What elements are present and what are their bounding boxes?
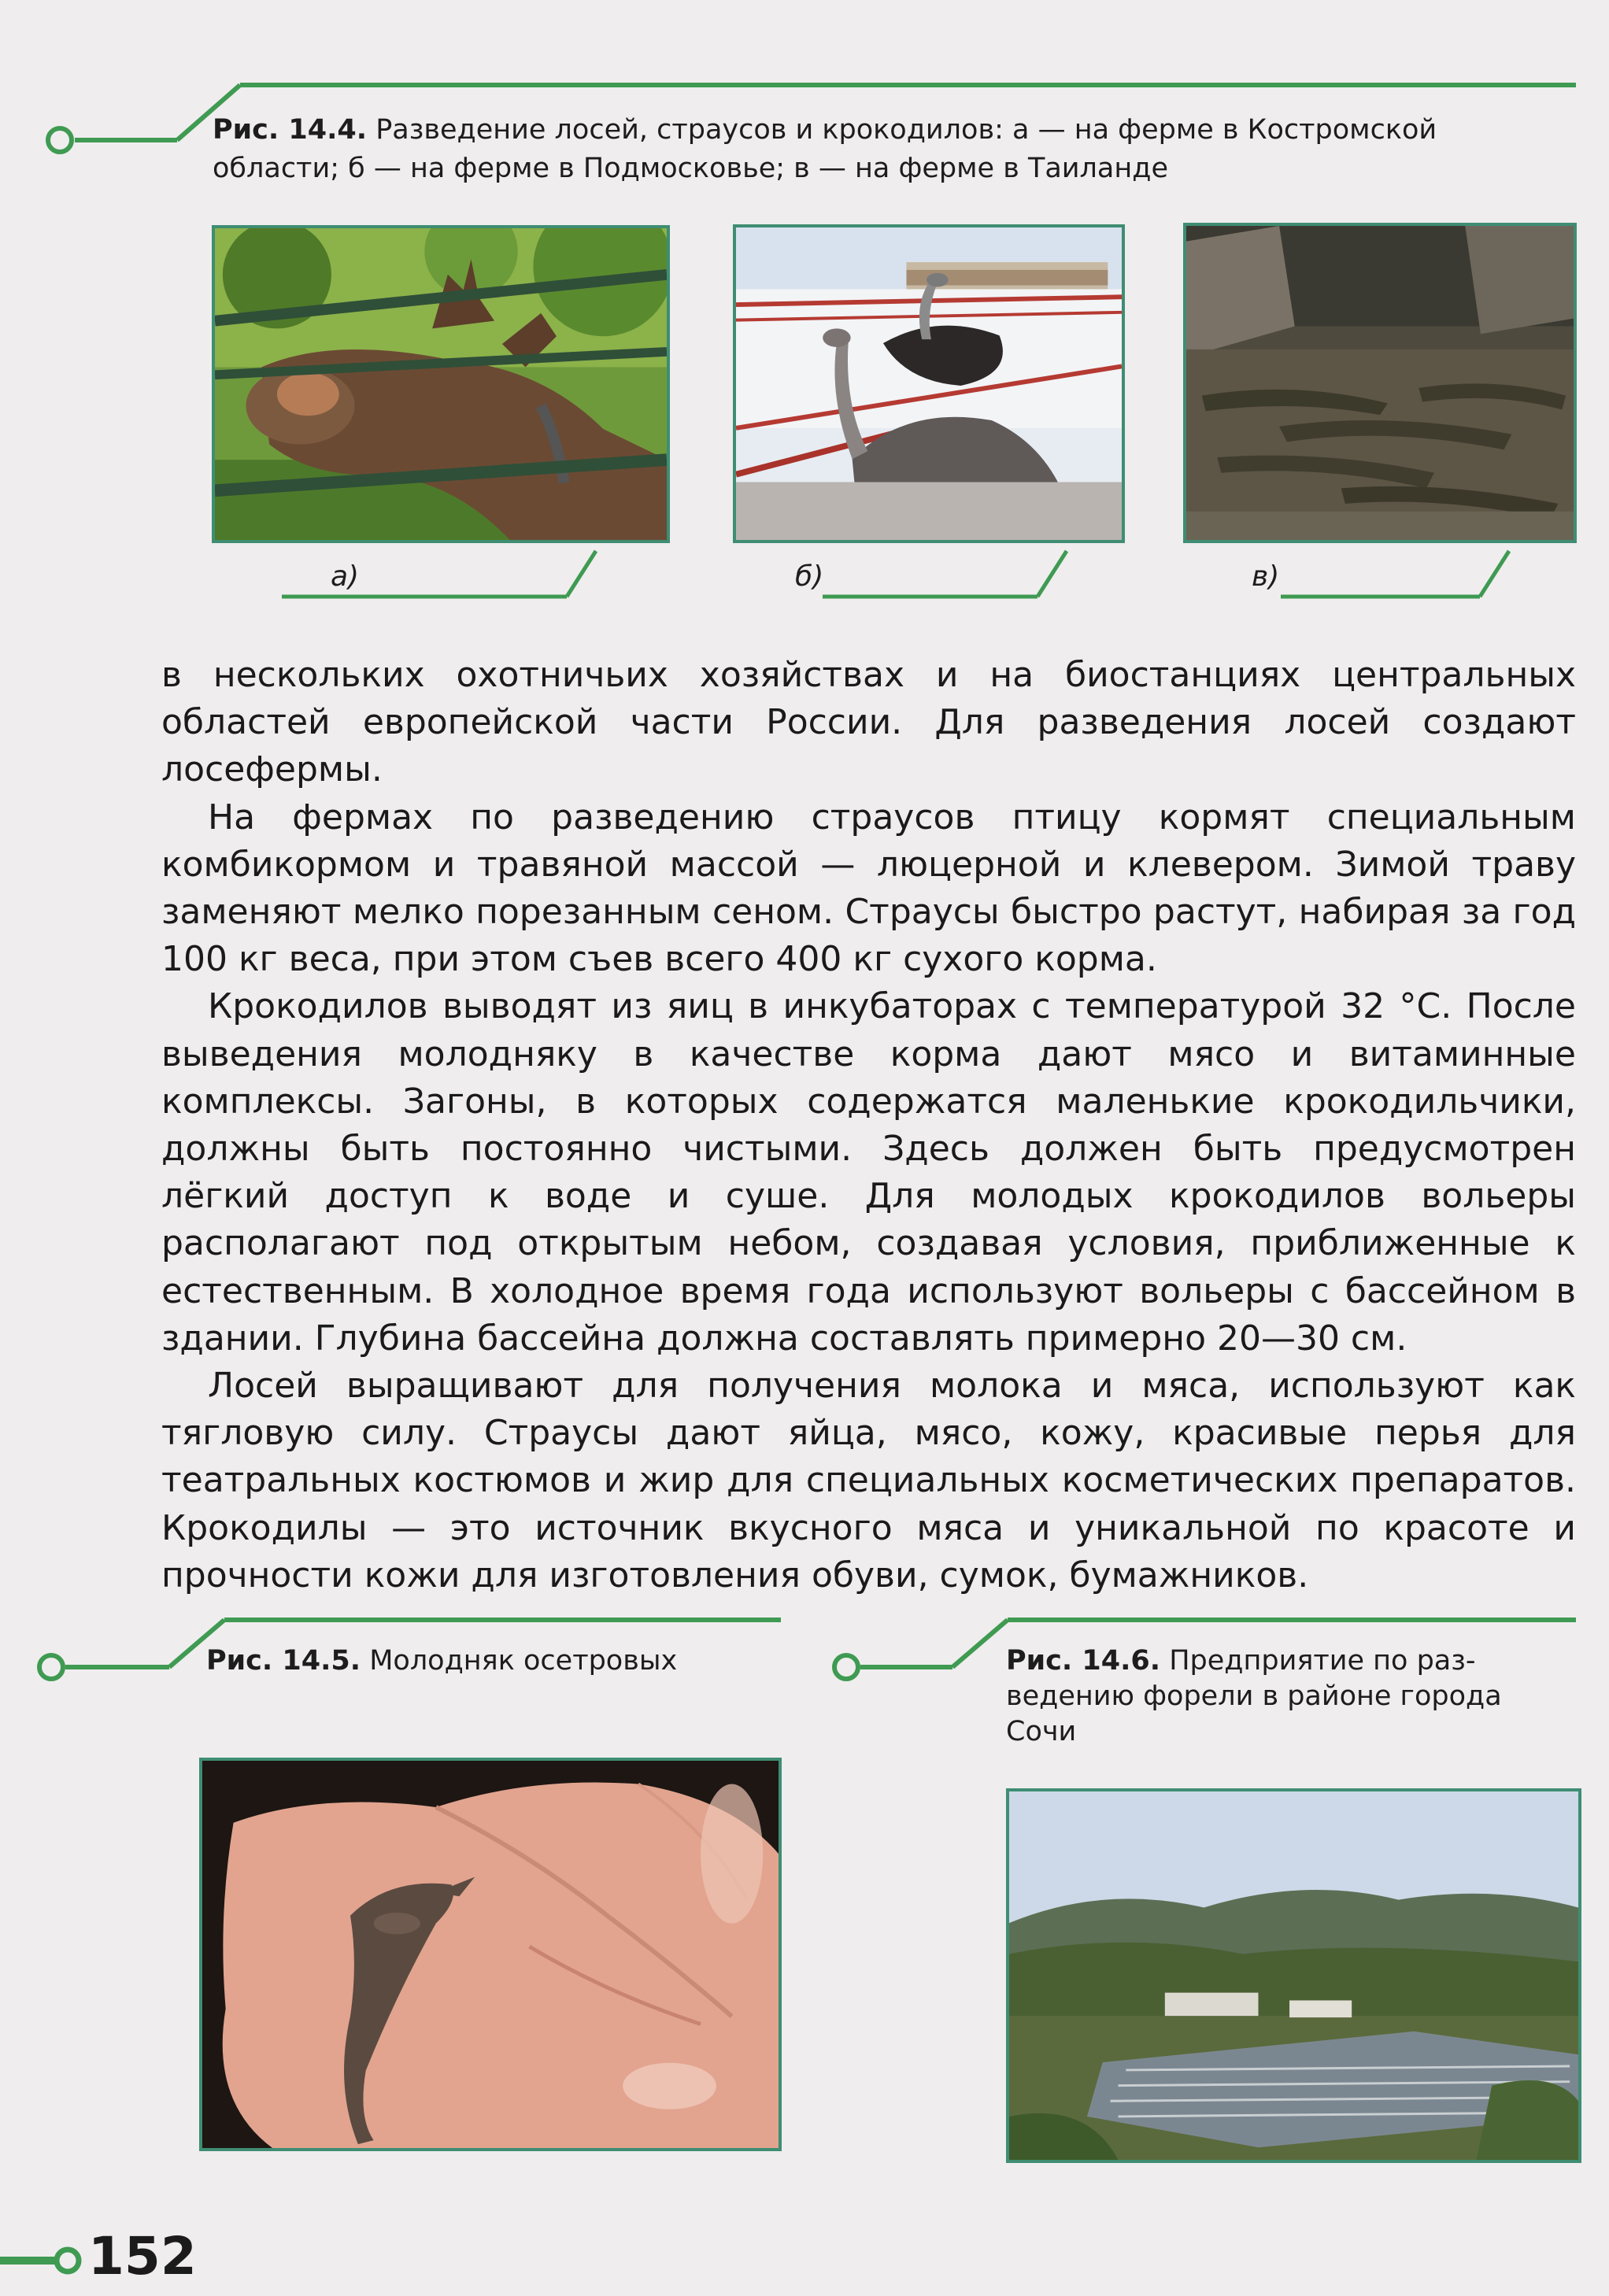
figure-14-4-label: Рис. 14.4. [213,114,368,146]
figure-14-6-caption [1006,1643,1557,1750]
figure-14-6-caption-line1: Предприятие по раз- [1169,1645,1476,1677]
paragraph-1: в нескольких охотничьих хозяйствах и на биостанциях центральных областей европейской части России. Для разведения лосей создают лосефермы. [161,655,1576,790]
paragraph-4: Лосей выращивают для получения молока и мяса, используют как тягловую силу. Страусы дают яйца, мясо, кожу, красивые перья для театральных костюмов и жир для специальных косметических препаратов. Крокодилы — это источник вкусного мяса и уникальной по красоте и прочности кожи для изготовления обуви, сумок, бумажников. [161,1366,1576,1595]
subfigure-b-label: б) [795,560,824,593]
figure-14-5-caption-text: Молодняк осетровых [369,1645,678,1677]
figure-14-6-caption-line3: Сочи [1006,1716,1077,1747]
trout-farm-photo [1006,1788,1581,2163]
paragraph-2: На фермах по разведению страусов птицу кормят специальным комбикормом и травяной массой — люцерной и клевером. Зимой траву заменяют мелко порезанным сеном. Страусы быстро растут, набирая за год 100 кг веса, при этом съев всего 400 кг сухого корма. [161,797,1576,980]
page-number-marker [0,2228,205,2290]
figure-14-4-caption-line2: области; б — на ферме в Подмосковье; в — на ферме в Таиланде [213,153,1168,184]
figure-14-4-caption-line1: Разведение лосей, страусов и крокодилов: а — на ферме в Костромской [375,114,1437,146]
sturgeon-fry-photo [199,1758,782,2151]
paragraph-3: Крокодилов выводят из яиц в инкубаторах с температурой 32 °С. После выведения молодняку в качестве корма дают мясо и витаминные комплексы. Загоны, в которых содержатся маленькие крокодильчики, должны быть постоянно чистыми. Здесь должен быть предусмотрен лёгкий доступ к воде и суше. Для молодых крокодилов вольеры располагают под открытым небом, создавая условия, приближенные к естественным. В холодное время года используют вольеры с бассейном в здании. Глубина бассейна должна составлять примерно 20—30 см. [161,986,1576,1359]
figure-14-6-label: Рис. 14.6. [1006,1645,1161,1677]
figure-14-5-caption [206,1642,773,1680]
figure-14-6-caption-line2: ведению форели в районе города [1006,1680,1502,1712]
page-number: 152 [88,2226,197,2287]
figure-14-5-label: Рис. 14.5. [206,1645,361,1677]
subfigure-c-label: в) [1252,560,1280,593]
subfigure-a-label: а) [331,560,360,593]
